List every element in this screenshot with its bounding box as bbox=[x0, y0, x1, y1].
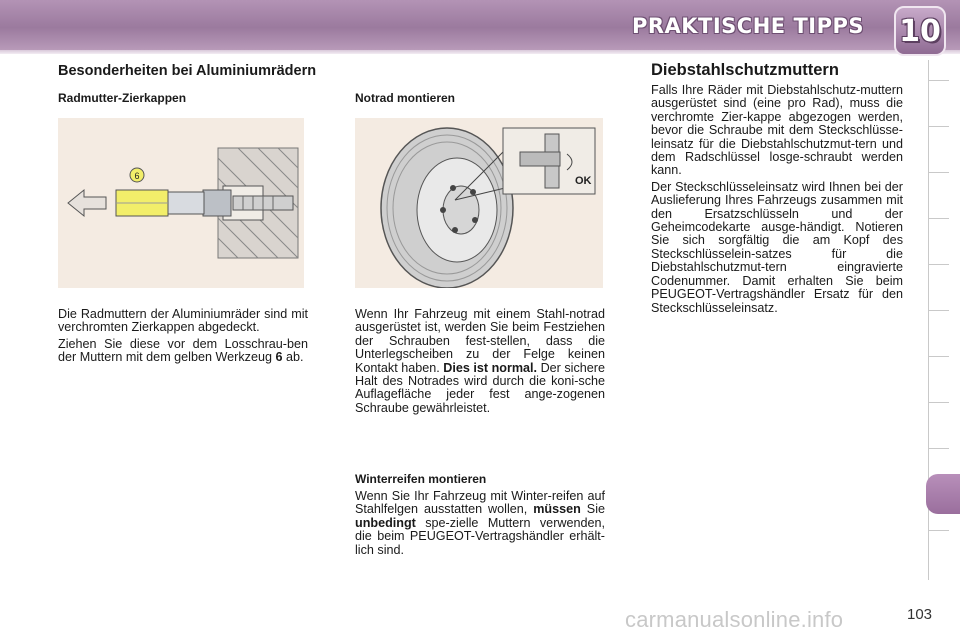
heading-diebstahlschutzmuttern: Diebstahlschutzmuttern bbox=[651, 61, 839, 79]
chapter-tab-active[interactable] bbox=[926, 474, 960, 514]
chapter-tab[interactable] bbox=[929, 80, 949, 81]
col1-text bbox=[58, 308, 308, 368]
chapter-tab[interactable] bbox=[929, 448, 949, 449]
header-underline bbox=[0, 50, 960, 54]
heading-notrad-montieren: Notrad montieren bbox=[355, 91, 456, 105]
chapter-tab[interactable] bbox=[929, 218, 949, 219]
wheel-nut-cap-illustration bbox=[58, 118, 304, 288]
chapter-tab[interactable] bbox=[929, 126, 949, 127]
chapter-title: PRAKTISCHE TIPPS bbox=[631, 14, 864, 38]
col3-paragraph-2: Der Steckschlüsseleinsatz wird Ihnen bei der Auslieferung Ihres Fahrzeugs zusammen mit den Ersatzschlüsseln und der Geheimcodekarte ausge-händigt. Notieren Sie sich sorgfältig die am Kopf des Steckschlüsselein-satzes für die Diebstahlschutzmut-tern eingravierte Codenummer. Damit erhalten Sie beim PEUGEOT-Vertragshändler Ersatz für den Steckschlüsseleinsatz. bbox=[651, 179, 903, 315]
section-title: Besonderheiten bei Aluminiumrädern bbox=[58, 63, 317, 79]
figure-wheel-nut-cap bbox=[58, 118, 304, 288]
figure-spare-wheel bbox=[355, 118, 603, 288]
figure-callout-ok: OK bbox=[575, 175, 592, 187]
chapter-tab[interactable] bbox=[929, 264, 949, 265]
col1-paragraph-1: Die Radmuttern der Aluminiumräder sind mit verchromten Zierkappen abgedeckt. bbox=[58, 307, 308, 335]
chapter-number-badge: 10 bbox=[899, 13, 941, 49]
col2-text-2 bbox=[355, 490, 605, 560]
chapter-tab[interactable] bbox=[929, 402, 949, 403]
col2-text bbox=[355, 308, 605, 418]
heading-winterreifen-montieren: Winterreifen montieren bbox=[355, 472, 487, 486]
chapter-tab[interactable] bbox=[929, 172, 949, 173]
figure-callout-6: 6 bbox=[134, 171, 140, 181]
chapter-tab[interactable] bbox=[929, 310, 949, 311]
col3-text bbox=[651, 84, 903, 318]
chapter-tab[interactable] bbox=[929, 356, 949, 357]
chapter-tab[interactable] bbox=[929, 530, 949, 531]
col2-paragraph-1: Wenn Ihr Fahrzeug mit einem Stahl-notrad ausgerüstet ist, werden Sie beim Festziehen der Schrauben fest-stellen, dass die Unterlegscheiben zu der Felge keinen Kontakt haben. Dies ist normal. Der sichere Halt des Notrades wird durch die koni-sche Auflagefläche jeder fest ange-zogenen Schraube gewährleistet. bbox=[355, 307, 605, 415]
col3-paragraph-1: Falls Ihre Räder mit Diebstahlschutz-muttern ausgerüstet sind (eine pro Rad), muss die verchromte Zier-kappe abgezogen werden, bevor die Schraube mit dem Steckschlüsse-leinsatz für die Diebstahlschutzmut-tern und dem Radschlüssel losge-schraubt werden kann. bbox=[651, 83, 903, 178]
page-number: 103 bbox=[907, 606, 933, 623]
col2-paragraph-2: Wenn Sie Ihr Fahrzeug mit Winter-reifen auf Stahlfelgen ausstatten wollen, müssen Sie unbedingt spe-zielle Muttern verwenden, die beim PEUGEOT-Vertragshändler erhält-lich sind. bbox=[355, 489, 606, 557]
col1-paragraph-2: Ziehen Sie diese vor dem Losschrau-ben der Muttern mit dem gelben Werkzeug 6 ab. bbox=[58, 336, 308, 365]
watermark: carmanualsonline.info bbox=[625, 607, 844, 632]
spare-wheel-illustration bbox=[355, 118, 603, 288]
heading-radmutter-zierkappen: Radmutter-Zierkappen bbox=[58, 91, 187, 105]
